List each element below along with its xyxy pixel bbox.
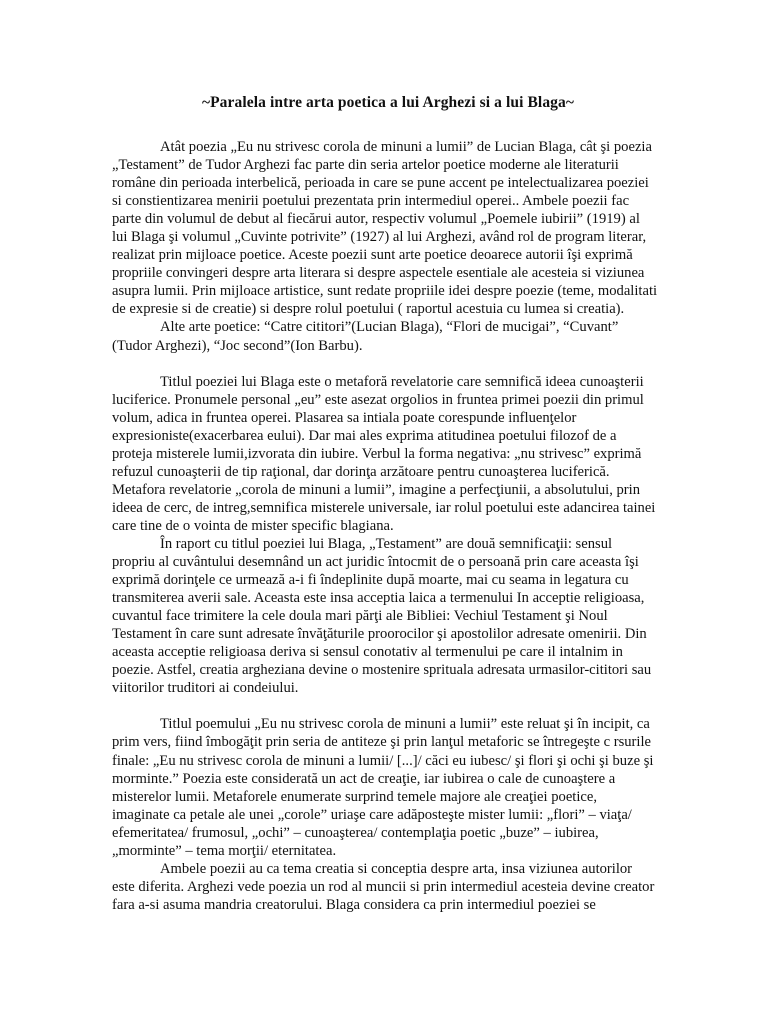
paragraph-other-poetics: Alte arte poetice: “Catre cititori”(Lucian Blaga), “Flori de mucigai”, “Cuvant” (Tudor Arghezi), “Joc second”(Ion Barbu). xyxy=(112,319,619,354)
paragraph-intro: Atât poezia „Eu nu strivesc corola de minuni a lumii” de Lucian Blaga, cât şi poezia „Testament” de Tudor Arghezi fac parte din seria artelor poetice moderne ale literaturii române din perioada interbelică, perioada in care se pune accent pe intelectualizarea poeziei si constientizarea menirii poetului prezentata prin intermediul operei.. Ambele poezii fac parte din volumul de debut al fiecărui autor, respectiv volumul „Poemele iubirii” (1919) al lui Blaga şi volumul „Cuvinte potrivite” (1927) al lui Arghezi, având rol de program literar, realizat prin mijloace poetice. Aceste poezii sunt arte poetice deoarece autorii îşi exprimă propriile convingeri despre arta literara si despre aspectele esentiale ale acesteia si viziunea asupra lumii. Prin mijloace artistice, sunt redate propriile idei despre poezie (teme, modalitati de expresie si de creatie) si despre rolul poetului ( raportul acestuia cu lumea si creatia). xyxy=(112,139,658,318)
paragraph-testament-title: În raport cu titlul poeziei lui Blaga, „Testament” are două semnificaţii: sensul propriu al cuvântului desemnând un act juridic întocmit de o persoană prin care aceasta îşi exprimă dorinţele ce urmează a-i fi îndeplinite după moarte, mai cu seama in legatura cu transmiterea averii sale. Aceasta este insa acceptia laica a termenului In acceptie religioasa, cuvantul face trimitere la cele doula mari părţi ale Bibliei: Vechiul Testament şi Noul Testament în care sunt adresate învăţăturile proorocilor şi apostolilor adresate omenirii. Din aceasta acceptie religioasa deriva si sensul conotativ al termenului pe care il intalnim in poezie. Astfel, creatia argheziana devine o mostenire sprituala adresata urmasilor-cititori sau viitorilor truditori ai condeiului. xyxy=(112,535,652,697)
paragraph-blaga-title: Titlul poeziei lui Blaga este o metaforă revelatorie care semnifică ideea cunoaşterii luciferice. Pronumele personal „eu” este asezat orgolios in fruntea primei poezii din primul volum, adica in fruntea operei. Plasarea sa intiala poate corespunde influenţelor expresioniste(exacerbarea eului). Dar mai ales exprima atitudinea poetului filozof de a proteja misterele lumii,izvorata din iubire. Verbul la forma negativa: „nu strivesc” exprimă refuzul cunoaşterii de tip raţional, dar dorinţa arzătoare pentru cunoaşterea luciferică. Metafora revelatorie „corola de minuni a lumii”, imagine a perfecţiunii, a absolutului, prin ideea de cerc, de intreg,semnifica misterele universale, iar rolul poetului este adancirea tainei care tine de o vointa de mister specific blagiana. xyxy=(112,373,656,534)
paragraph-incipit: Titlul poemului „Eu nu strivesc corola de minuni a lumii” este reluat şi în incipit, ca prim vers, fiind îmbogăţit prin seria de antiteze şi prin lanţul metaforic se întregeşte c rsurile finale: „Eu nu strivesc corola de minuni a lumii/ [...]/ căci eu iubesc/ şi flori şi ochi şi buze şi morminte.” Poezia este considerată un act de creaţie, iar iubirea o cale de cunoaştere a misterelor lumii. Metaforele enumerate surprind temele majore ale creaţiei poetice, imaginate ca petale ale unei „corole” uriaşe care adăposteşte mister lumii: „flori” – viaţa/ efemeritatea/ frumosul, „ochi” – cunoaşterea/ contemplaţia poetic „buze” – iubirea, „morminte” – tema morţii/ eternitatea. xyxy=(112,716,654,859)
paragraph-comparison: Ambele poezii au ca tema creatia si conceptia despre arta, insa viziunea autorilor este diferita. Arghezi vede poezia un rod al muncii si prin intermediul acesteia devine creator fara a-si asuma mandria creatorului. Blaga considera ca prin intermediul poeziei se xyxy=(112,860,655,913)
document-title: ~Paralela intre arta poetica a lui Arghezi si a lui Blaga~ xyxy=(201,94,575,111)
